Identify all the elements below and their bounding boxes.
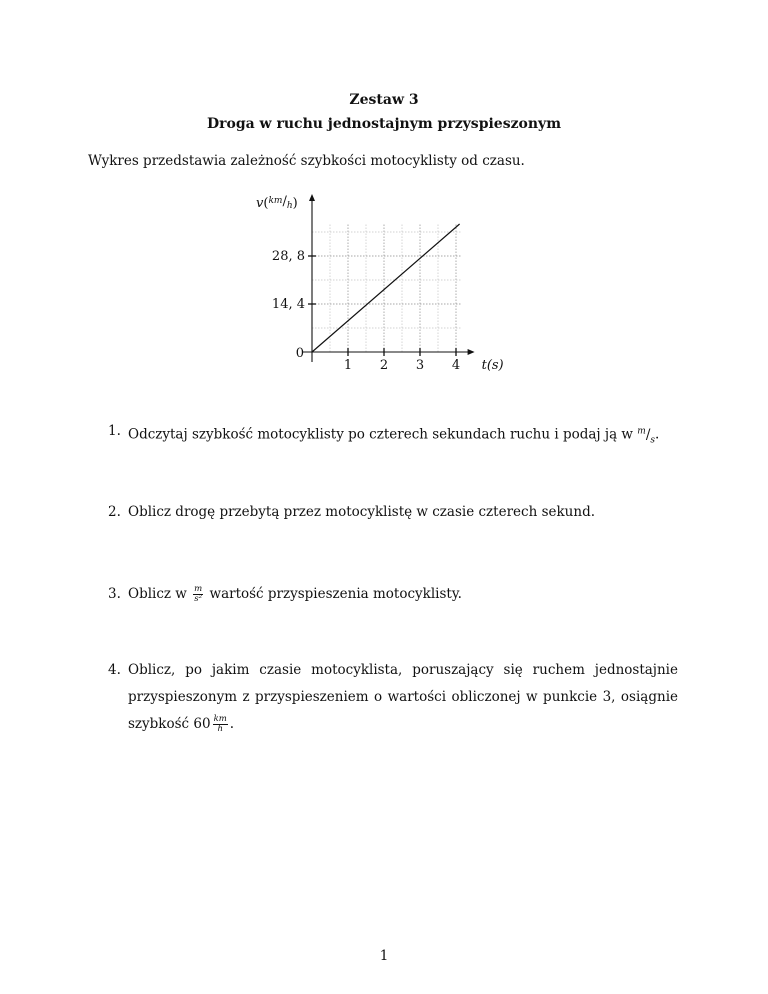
x-tick-label: 4	[451, 358, 461, 373]
task-text: Oblicz, po jakim czasie motocyklista, poruszający się ruchem jednostajnie przyspieszonym z przyspieszeniem o wartości obliczonej w punkcie 3, osiągnie szybkość 60	[128, 662, 678, 732]
unit-m-per-s: $^m/_s$	[637, 426, 656, 446]
task-3: 3. Oblicz w $\frac{m}{\text{s²}}$ wartość przyspieszenia motocyklisty.	[108, 581, 678, 608]
task-number: 3.	[108, 586, 121, 602]
page-number: 1	[379, 948, 389, 964]
task-text: Oblicz drogę przebytą przez motocyklistę w czasie czterech sekund.	[128, 504, 595, 520]
velocity-time-chart	[240, 188, 520, 388]
y-tick-label: 28, 8	[271, 249, 305, 264]
task-4: 4. Oblicz, po jakim czasie motocyklista, poruszający się ruchem jednostajnie przyspieszonym z przyspieszeniem o wartości obliczonej w punkcie 3, osiągnie szybkość 60 $\frac{km}{h}$ .	[108, 657, 678, 738]
task-number: 4.	[108, 662, 121, 678]
origin-label: 0	[295, 346, 304, 361]
x-tick-label: 3	[415, 358, 425, 373]
chart-axes	[302, 194, 475, 362]
y-axis-arrow	[309, 194, 315, 201]
task-number: 1.	[108, 423, 121, 439]
task-2	[108, 499, 678, 526]
page-subtitle: Droga w ruchu jednostajnym przyspieszonym	[206, 116, 562, 132]
chart-labels	[256, 194, 504, 373]
task-number: 2.	[108, 504, 121, 520]
task-1: 1. Odczytaj szybkość motocyklisty po czterech sekundach ruchu i podaj ją w $^m/_s$.	[108, 418, 678, 454]
unit-km-per-h: $\frac{km}{h}$	[213, 714, 227, 734]
series-line	[312, 224, 460, 352]
task-text: Odczytaj szybkość motocyklisty po czterech sekundach ruchu i podaj ją w	[128, 426, 638, 443]
x-tick-label: 2	[379, 358, 389, 373]
intro-text: Wykres przedstawia zależność szybkości motocyklisty od czasu.	[88, 153, 525, 169]
page-title: Zestaw 3	[349, 92, 419, 108]
unit-m-per-s2: $\frac{m}{\text{s²}}$	[194, 584, 203, 604]
y-axis-label: $v(^{km}/_h)$	[256, 194, 298, 211]
chart-series	[312, 224, 460, 352]
x-axis-label: t(s)	[481, 358, 504, 373]
y-tick-label: 14, 4	[271, 297, 305, 312]
x-tick-label: 1	[343, 358, 353, 373]
x-axis-arrow	[468, 349, 475, 355]
task-text: Oblicz w	[128, 586, 192, 602]
